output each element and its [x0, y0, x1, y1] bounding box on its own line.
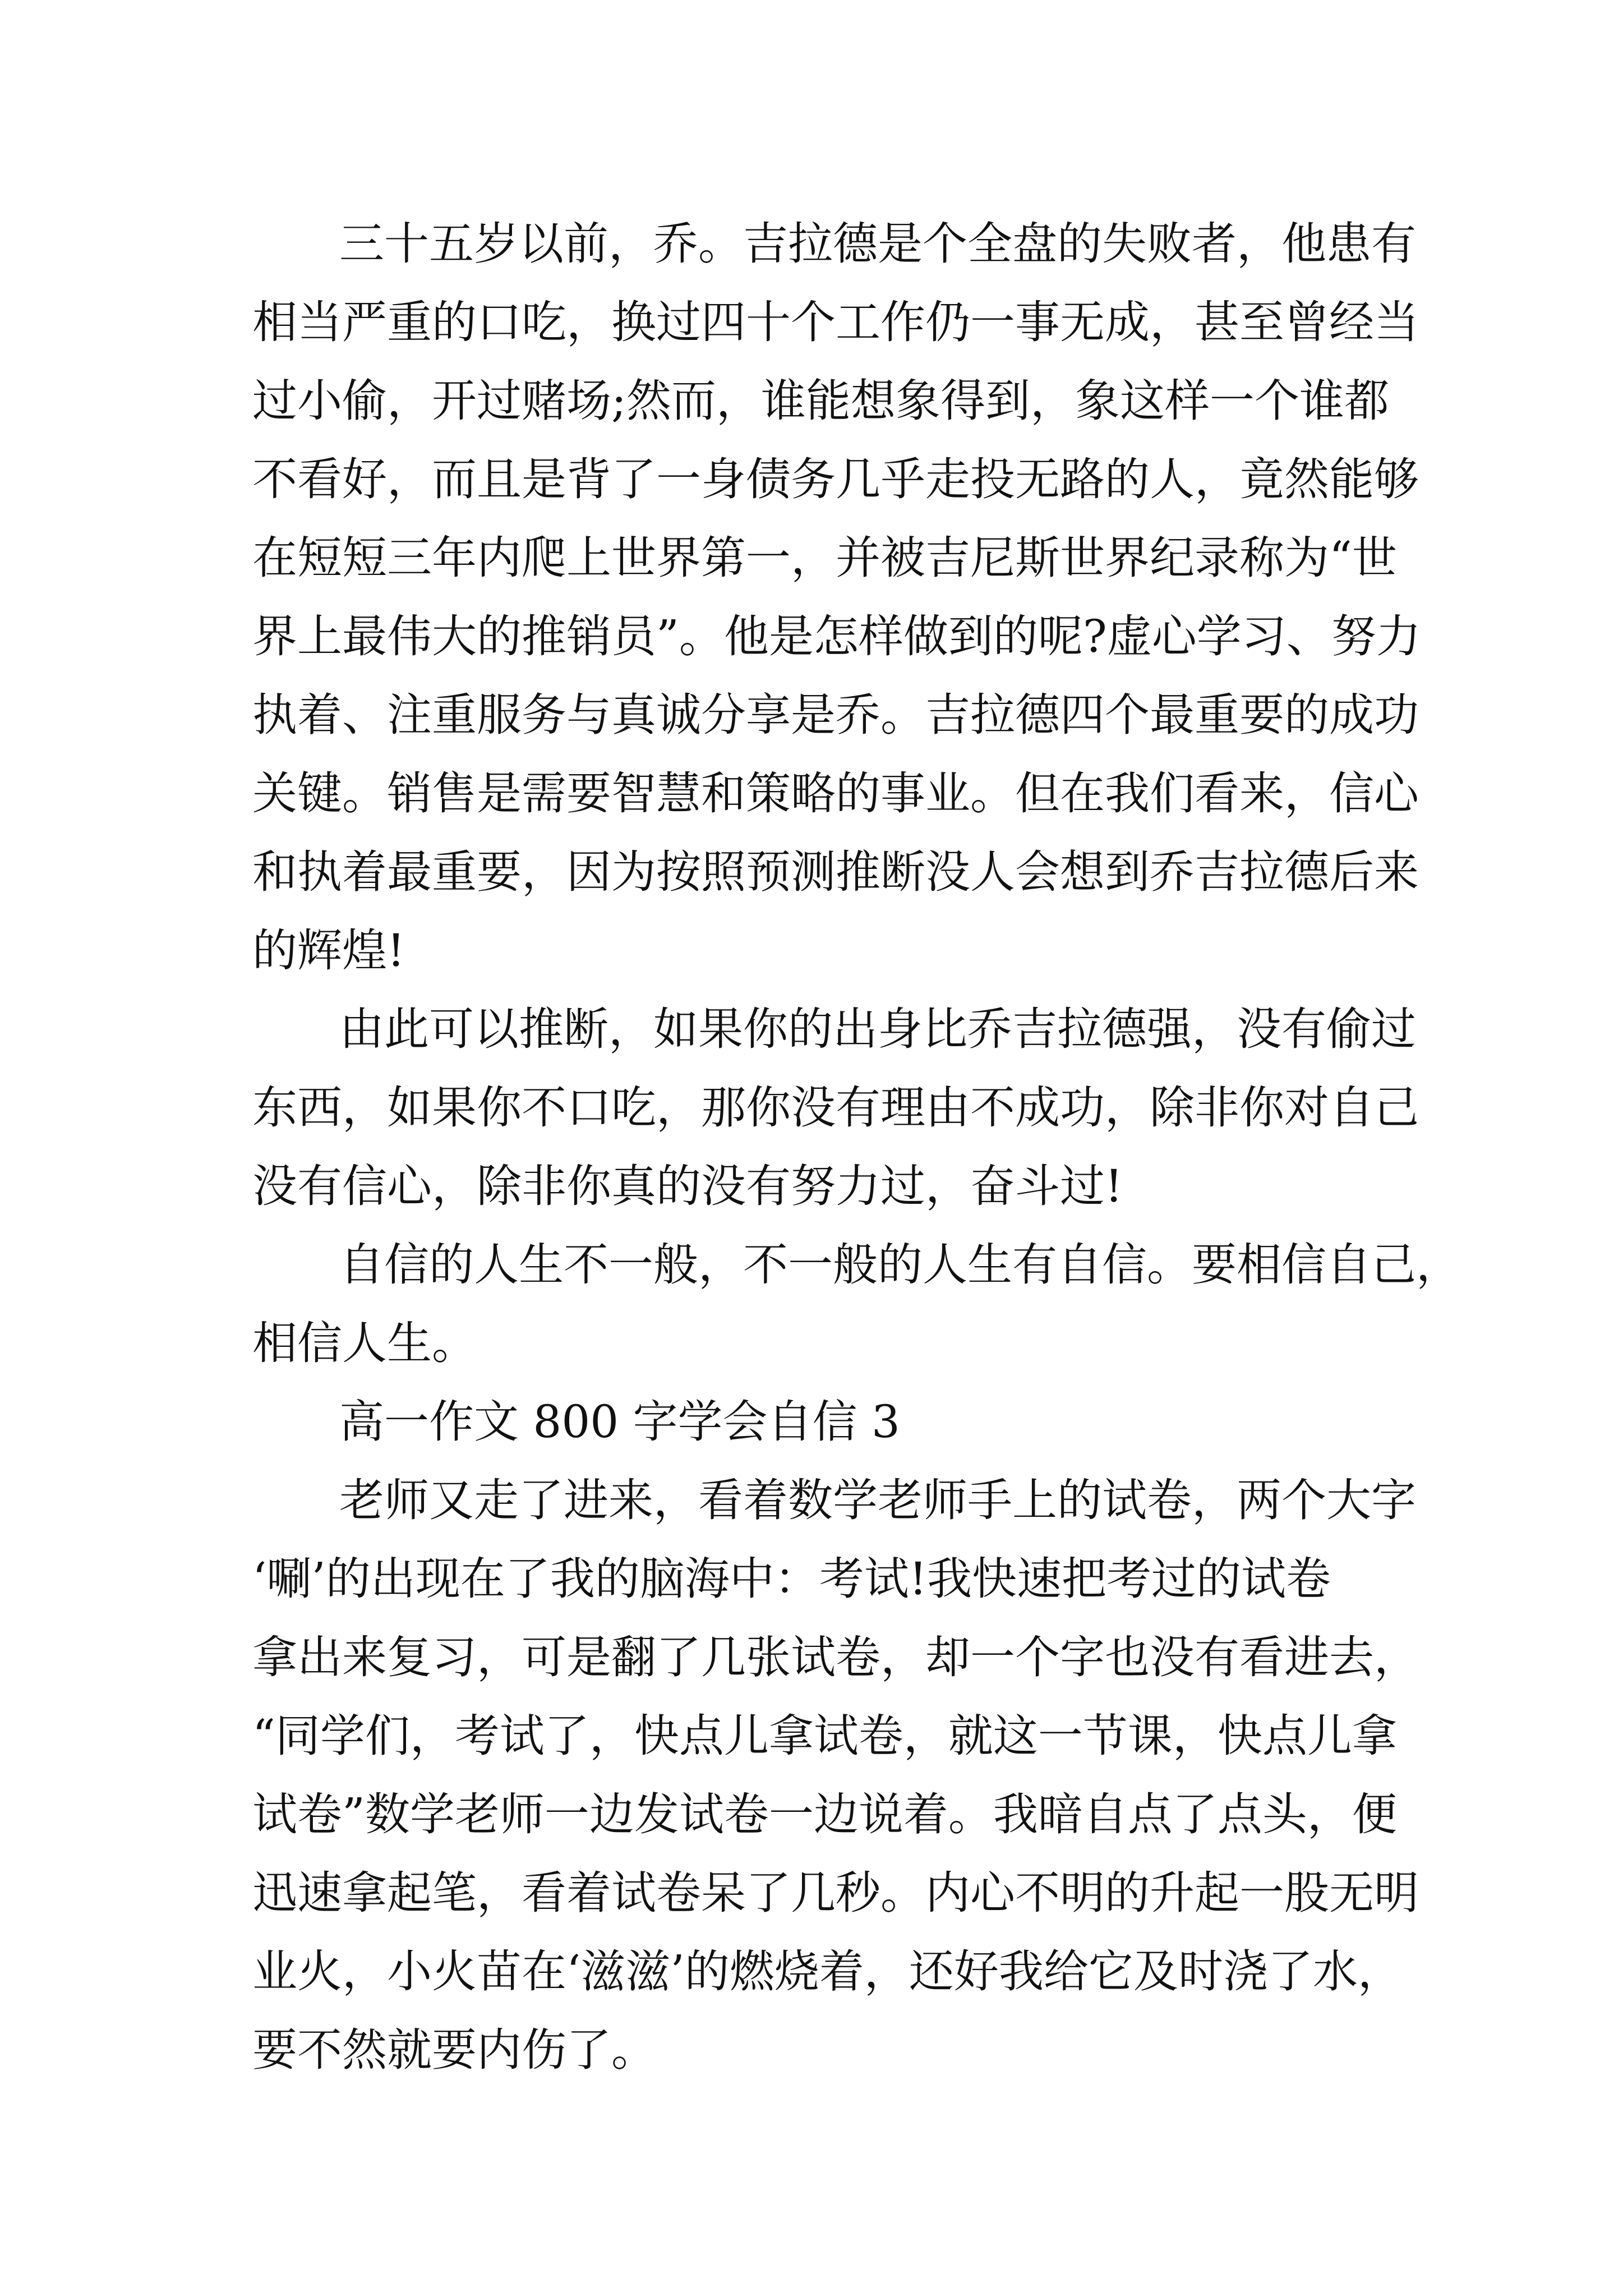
text-line: 自信的人生不一般，不一般的人生有自信。要相信自己，: [339, 1239, 1461, 1291]
text-line: 相当严重的口吃，换过四十个工作仍一事无成，甚至曾经当: [252, 296, 1419, 348]
text-line: 由此可以推断，如果你的出身比乔吉拉德强，没有偷过: [339, 1003, 1416, 1055]
text-line: 关键。销售是需要智慧和策略的事业。但在我们看来，信心: [252, 767, 1419, 820]
text-line: 三十五岁以前，乔。吉拉德是个全盘的失败者，他患有: [339, 218, 1416, 270]
text-line: “同学们，考试了，快点儿拿试卷，就这一节课，快点儿拿: [252, 1710, 1397, 1762]
text-line: 和执着最重要，因为按照预测推断没人会想到乔吉拉德后来: [252, 846, 1419, 898]
text-line: 的辉煌!: [252, 924, 405, 977]
text-line: ‘唰’的出现在了我的脑海中：考试!我快速把考过的试卷: [252, 1553, 1331, 1605]
text-line: 在短短三年内爬上世界第一，并被吉尼斯世界纪录称为“世: [252, 532, 1397, 584]
text-line: 拿出来复习，可是翻了几张试卷，却一个字也没有看进去，: [252, 1631, 1419, 1683]
text-line: 业火，小火苗在‘滋滋’的燃烧着，还好我给它及时浇了水，: [252, 1945, 1403, 1998]
text-line: 没有信心，除非你真的没有努力过，奋斗过!: [252, 1160, 1123, 1212]
text-line: 要不然就要内伤了。: [252, 2024, 656, 2076]
text-line: 迅速拿起笔，看着试卷呆了几秒。内心不明的升起一股无明: [252, 1867, 1419, 1919]
text-line: 不看好，而且是背了一身债务几乎走投无路的人，竟然能够: [252, 453, 1419, 505]
text-line: 执着、注重服务与真诚分享是乔。吉拉德四个最重要的成功: [252, 689, 1419, 741]
text-line: 相信人生。: [252, 1317, 477, 1369]
text-line: 老师又走了进来，看着数学老师手上的试卷，两个大字: [339, 1474, 1416, 1526]
text-line: 界上最伟大的推销员”。他是怎样做到的呢?虚心学习、努力: [252, 610, 1421, 662]
text-line: 试卷”数学老师一边发试卷一边说着。我暗自点了点头，便: [252, 1788, 1397, 1841]
text-line: 过小偷，开过赌场;然而，谁能想象得到，象这样一个谁都: [252, 375, 1389, 427]
section-heading: 高一作文 800 字学会自信 3: [339, 1396, 900, 1448]
text-line: 东西，如果你不口吃，那你没有理由不成功，除非你对自己: [252, 1082, 1419, 1134]
